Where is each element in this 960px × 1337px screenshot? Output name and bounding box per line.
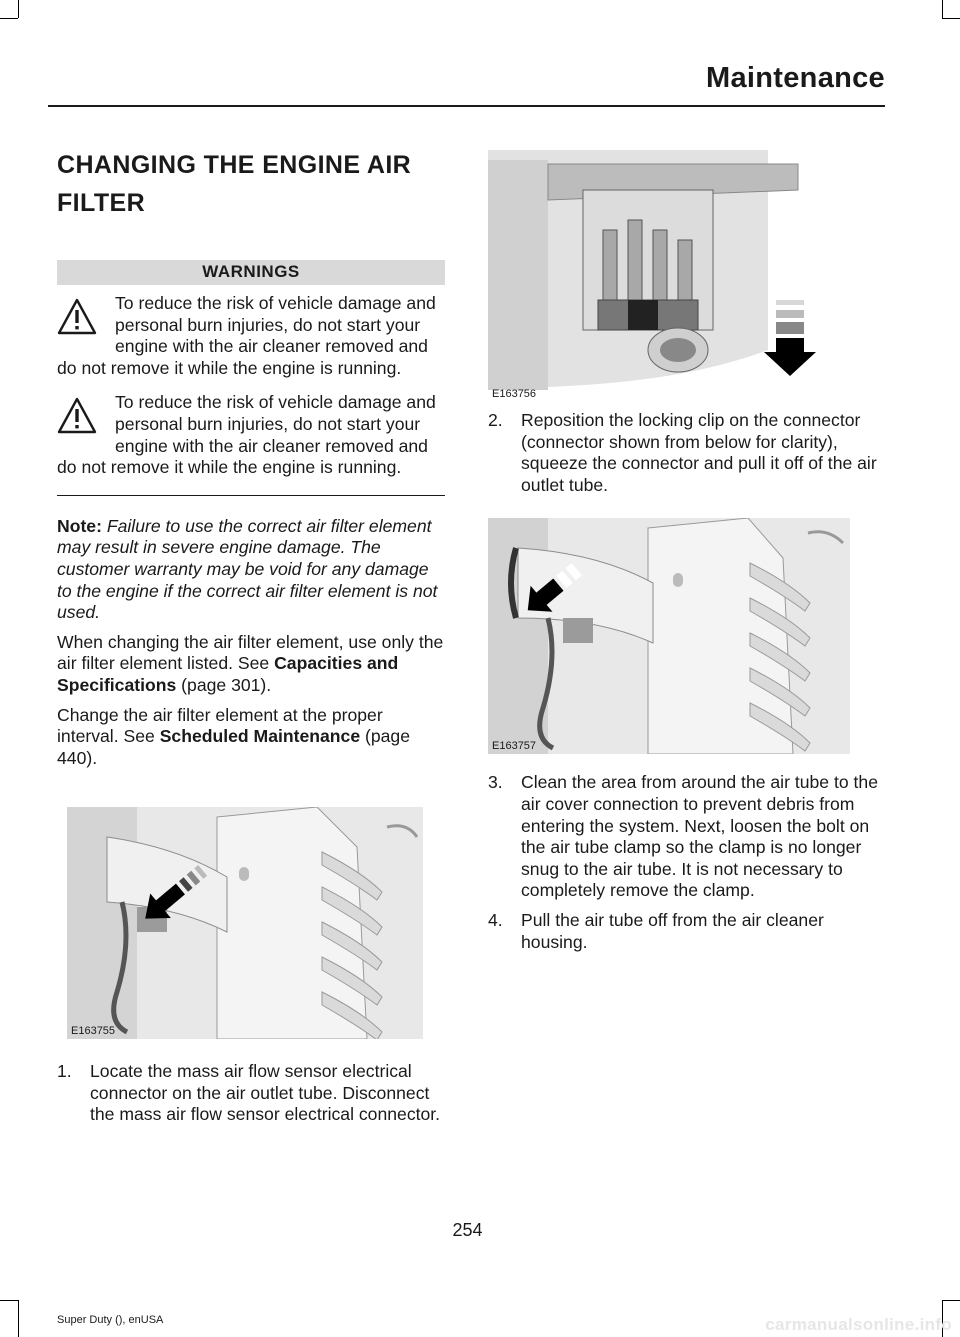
warning-text: To reduce the risk of vehicle damage and personal burn injuries, do not start your engine with the air cleaner removed and do not remove it while the engine is running.	[57, 293, 436, 378]
warning-triangle-icon	[57, 297, 97, 337]
figure-air-tube-clamp	[488, 518, 850, 754]
warning-text: To reduce the risk of vehicle damage and personal burn injuries, do not start your engine with the air cleaner removed and do not remove it while the engine is running.	[57, 392, 436, 478]
step-item	[488, 410, 882, 496]
steps-right-b	[488, 772, 882, 953]
step-item	[488, 910, 882, 953]
right-column	[488, 150, 882, 953]
paragraph-interval	[57, 705, 445, 770]
paragraph-filter-element	[57, 632, 445, 697]
note-label: Note:	[57, 515, 102, 536]
watermark: carmanualsonline.info	[765, 1315, 952, 1334]
warning-triangle-icon	[57, 396, 97, 436]
warnings-divider	[57, 495, 445, 496]
crop-mark	[942, 0, 943, 18]
connector-illustration	[488, 150, 848, 402]
figure-code: E163757	[492, 740, 537, 753]
figure-connector-locking-clip	[488, 150, 848, 402]
step-text: Clean the area from around the air tube to the air cover connection to prevent debris from entering the system. Next, loosen the bolt on the air tube clamp so the clamp is no longer snug to the air tube. It is not necessary to completely remove the clamp.	[521, 772, 878, 901]
left-column	[57, 146, 445, 1126]
step-number: 1.	[57, 1061, 72, 1082]
warning-item	[57, 293, 445, 379]
warnings-heading: WARNINGS	[57, 260, 445, 285]
paragraph-text: (page 440).	[57, 726, 410, 768]
note-text: Failure to use the correct air filter element may result in severe engine damage. The customer warranty may be void for any damage to the engine if the correct air filter element is not used.	[57, 515, 438, 623]
crop-mark	[942, 18, 960, 19]
step-item	[488, 772, 882, 902]
warning-item	[57, 392, 445, 478]
header-divider	[48, 105, 885, 107]
steps-left	[57, 1061, 445, 1126]
note	[57, 516, 445, 624]
page-header-title: Maintenance	[706, 62, 885, 94]
figure-code: E163756	[492, 388, 537, 400]
step-number: 2.	[488, 410, 503, 430]
scheduled-maintenance-link[interactable]: Scheduled Maintenance	[159, 726, 361, 747]
engine-illustration	[67, 807, 423, 1039]
paragraph-text: (page 301).	[176, 674, 272, 695]
step-item	[57, 1061, 445, 1126]
figure-mass-air-flow-connector	[67, 807, 423, 1039]
step-number: 3.	[488, 772, 503, 793]
crop-mark	[18, 1300, 19, 1337]
air-tube-illustration	[488, 518, 850, 754]
crop-mark	[18, 0, 19, 18]
footer-text: Super Duty (), enUSA	[57, 1314, 164, 1326]
step-text: Reposition the locking clip on the connector (connector shown from below for clarity), squeeze the connector and pull it off of the air outlet tube.	[521, 410, 877, 495]
figure-code: E163755	[71, 1025, 116, 1038]
step-text: Locate the mass air flow sensor electrical connector on the air outlet tube. Disconnect the mass air flow sensor electrical connector.	[90, 1061, 441, 1125]
paragraph-text: When changing the air filter element, use only the air filter element listed. See	[57, 631, 444, 674]
paragraph-text: Change the air filter element at the proper interval. See	[57, 704, 383, 747]
steps-right-a	[488, 410, 882, 496]
section-title: CHANGING THE ENGINE AIR FILTER	[57, 151, 412, 217]
crop-mark	[0, 1300, 18, 1301]
step-text: Pull the air tube off from the air cleaner housing.	[521, 909, 824, 952]
crop-mark	[942, 1300, 960, 1301]
crop-mark	[0, 18, 18, 19]
step-number: 4.	[488, 909, 503, 930]
page-number: 254	[452, 1220, 483, 1240]
capacities-link[interactable]: Capacities and Specifications	[57, 653, 399, 695]
